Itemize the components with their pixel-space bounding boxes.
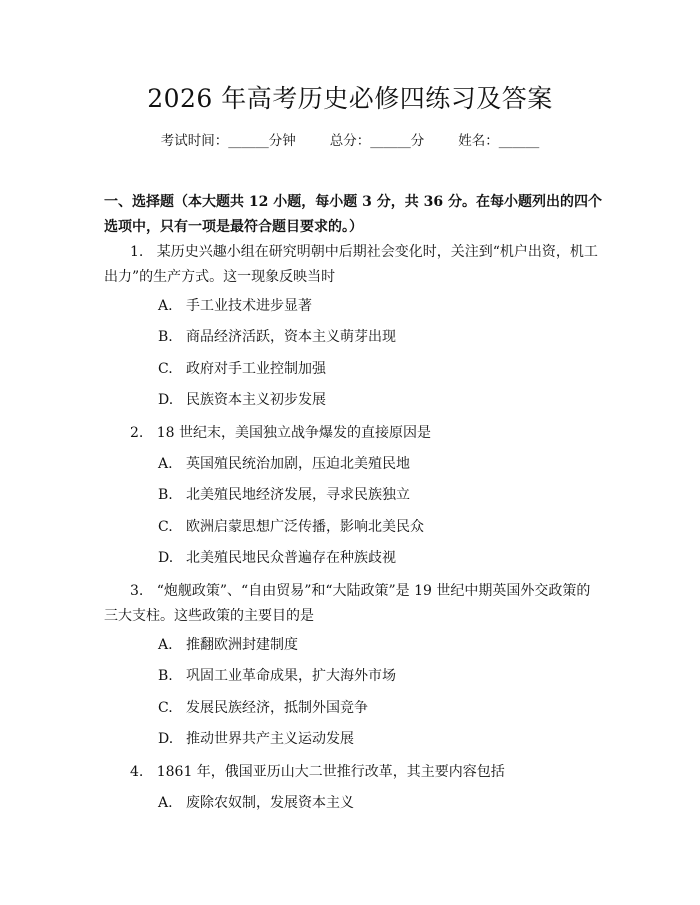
option-text: 北美殖民地民众普遍存在种族歧视 [186, 550, 396, 566]
option-letter: A. [158, 795, 173, 811]
option-text: 英国殖民统治加剧，压迫北美殖民地 [186, 456, 410, 472]
option[interactable] [158, 453, 598, 475]
exam-time: 考试时间：______分钟 [160, 133, 296, 149]
option-letter: C. [158, 519, 173, 535]
option[interactable] [158, 547, 598, 569]
option[interactable] [158, 484, 598, 506]
option[interactable] [158, 792, 598, 814]
question-number: 2. [130, 425, 144, 441]
option-text: 北美殖民地经济发展，寻求民族独立 [186, 487, 410, 503]
exam-name: 姓名：______ [458, 133, 540, 149]
option-letter: B. [158, 668, 173, 684]
question-stem: 某历史兴趣小组在研究明朝中后期社会变化时，关注到“机户出资，机工出力”的生产方式。这一现象反映当时 [104, 244, 598, 285]
option-text: 商品经济活跃，资本主义萌芽出现 [186, 329, 396, 345]
question-number: 3. [130, 583, 144, 599]
question-3 [104, 579, 604, 629]
option-letter: C. [158, 361, 173, 377]
exam-meta [0, 130, 700, 152]
question-number: 1. [130, 244, 144, 260]
question-stem: “炮舰政策”、“自由贸易”和“大陆政策”是 19 世纪中期英国外交政策的三大支柱。这些政策的主要目的是 [104, 583, 591, 624]
option-text: 政府对手工业控制加强 [186, 361, 326, 377]
option-text: 废除农奴制，发展资本主义 [186, 795, 354, 811]
option-letter: D. [158, 550, 174, 566]
option-letter: B. [158, 329, 173, 345]
question-4 [104, 760, 604, 785]
option-text: 巩固工业革命成果，扩大海外市场 [186, 668, 396, 684]
exam-score: 总分：______分 [329, 133, 425, 149]
option-letter: D. [158, 731, 174, 747]
option-text: 推翻欧洲封建制度 [186, 637, 298, 653]
question-stem: 18 世纪末，美国独立战争爆发的直接原因是 [156, 425, 431, 441]
question-1 [104, 240, 604, 290]
option-letter: A. [158, 637, 173, 653]
option[interactable] [158, 634, 598, 656]
option[interactable] [158, 697, 598, 719]
question-stem: 1861 年，俄国亚历山大二世推行改革，其主要内容包括 [156, 764, 505, 780]
option-text: 推动世界共产主义运动发展 [186, 731, 354, 747]
page-title: 2026 年高考历史必修四练习及答案 [147, 84, 553, 113]
option-letter: B. [158, 487, 173, 503]
option[interactable] [158, 728, 598, 750]
option-text: 发展民族经济，抵制外国竞争 [186, 700, 368, 716]
option[interactable] [158, 389, 598, 411]
option-text: 欧洲启蒙思想广泛传播，影响北美民众 [186, 519, 424, 535]
option-text: 手工业技术进步显著 [186, 298, 312, 314]
option-letter: C. [158, 700, 173, 716]
option-letter: A. [158, 298, 173, 314]
question-number: 4. [130, 764, 144, 780]
option-letter: D. [158, 392, 174, 408]
option-letter: A. [158, 456, 173, 472]
section-heading: 一、选择题（本大题共 12 小题，每小题 3 分，共 36 分。在每小题列出的四个选项中，只有一项是最符合题目要求的。） [104, 194, 602, 235]
option-text: 民族资本主义初步发展 [186, 392, 326, 408]
option[interactable] [158, 326, 598, 348]
option[interactable] [158, 295, 598, 317]
option[interactable] [158, 358, 598, 380]
question-2 [104, 421, 604, 446]
option[interactable] [158, 516, 598, 538]
option[interactable] [158, 665, 598, 687]
